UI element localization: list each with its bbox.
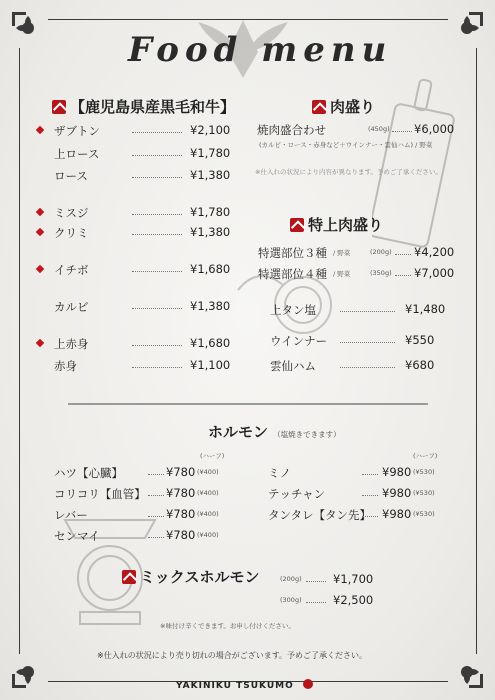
tokujo-item-name: 特選部位４種 [258,267,327,281]
section-divider [68,403,428,405]
leader-dots [132,308,182,309]
moriawase-heading [312,96,375,117]
moriawase-note: ※仕入れの状況により内容が異なります。予めご了承ください。 [255,168,442,176]
moriawase-item-name: 焼肉盛合わせ [257,123,326,137]
horumon-item-name: レバー [54,508,88,522]
leader-dots [132,367,182,368]
tokujo-item-veg: / 野菜 [333,249,351,257]
horumon-item-price: ¥780 [166,465,196,479]
horumon-item-name: ハツ【心臓】 [54,466,123,480]
horumon-item-name: ミノ [268,466,291,480]
menu-badge-icon [122,570,136,584]
brand-logo-icon [303,679,313,689]
moriawase-item-desc: (カルビ・ロース・赤身など＋ウインナー・雲仙ハム) / 野菜 [259,141,433,149]
horumon-item-price: ¥780 [166,486,196,500]
footer-note: ※仕入れの状況により売り切れの場合がございます。予めご了承ください。 [97,651,368,660]
leader-dots [340,342,395,343]
half-label-right: (ハーフ) [413,452,438,460]
tokujo-extra-price: ¥680 [405,358,435,372]
horumon-item-name: タンタレ【タン先】 [268,508,372,522]
page-title: Food menu [128,30,393,70]
wagyu-item-price: ¥1,380 [190,225,231,239]
frame-left [19,48,20,654]
tokujo-extra-price: ¥1,480 [405,302,446,316]
leader-dots [148,495,164,496]
moriawase-heading-text: 肉盛り [330,98,376,116]
horumon-item-half: (¥530) [413,468,435,476]
mix-row-price: ¥2,500 [333,593,374,607]
wagyu-item-name: 赤身 [54,359,77,373]
horumon-item-price: ¥980 [382,486,412,500]
corner-ornament-icon [8,8,48,48]
corner-ornament-icon [447,8,487,48]
menu-badge-icon [290,218,304,232]
leader-dots [132,177,182,178]
leader-dots [340,311,395,312]
tokujo-extra-name: 上タン塩 [270,303,316,317]
leader-dots [395,275,411,276]
wagyu-heading [52,96,235,117]
mix-row-price: ¥1,700 [333,572,374,586]
leader-dots [392,131,412,132]
wagyu-item-name: クリミ [54,226,89,240]
tokujo-item-weight: (350g) [370,269,392,277]
leader-dots [132,271,182,272]
horumon-item-price: ¥780 [166,507,196,521]
horumon-item-price: ¥980 [382,507,412,521]
moriawase-item-price: ¥6,000 [414,122,455,136]
mix-row-weight: (300g) [280,596,302,604]
leader-dots [148,516,164,517]
horumon-item-half: (¥400) [197,531,219,539]
horumon-item-half: (¥400) [197,489,219,497]
wagyu-item-price: ¥2,100 [190,123,231,137]
leader-dots [148,474,164,475]
half-label-left: (ハーフ) [200,452,225,460]
wagyu-item-name: ミスジ [54,206,89,220]
leader-dots [362,495,378,496]
mix-heading-text: ミックスホルモン [140,568,260,586]
leader-dots [132,234,182,235]
brand-footer [176,673,313,692]
leader-dots [362,474,378,475]
frame-right [476,48,477,654]
wagyu-item-name: カルビ [54,300,89,314]
mix-note: ※味付け辛くできます。お申し付けください。 [160,622,295,630]
wagyu-item-price: ¥1,680 [190,336,231,350]
menu-badge-icon [52,100,66,114]
brand-name: YAKINIKU TSUKUMO [176,681,294,691]
wagyu-item-name: イチボ [54,263,89,277]
wagyu-item-price: ¥1,380 [190,168,231,182]
corner-ornament-icon [447,652,487,692]
wagyu-item-name: ザブトン [54,124,100,138]
tokujo-item-name: 特選部位３種 [258,246,327,260]
moriawase-item-weight: (450g) [368,125,390,133]
wagyu-item-price: ¥1,100 [190,358,231,372]
tokujo-heading-text: 特上肉盛り [308,216,384,234]
horumon-subheading: （塩焼きできます） [273,430,341,439]
tokujo-heading [290,214,383,235]
tokujo-extra-name: ウインナー [270,334,328,348]
tokujo-extra-name: 雲仙ハム [270,359,316,373]
mix-heading [122,566,260,587]
tokujo-item-price: ¥4,200 [414,245,455,259]
tokujo-item-price: ¥7,000 [414,266,455,280]
mix-row-weight: (200g) [280,575,302,583]
leader-dots [132,214,182,215]
leader-dots [362,516,378,517]
leader-dots [132,155,182,156]
leader-dots [306,581,326,582]
horumon-item-half: (¥400) [197,468,219,476]
wagyu-item-price: ¥1,680 [190,262,231,276]
horumon-item-half: (¥530) [413,489,435,497]
wagyu-item-price: ¥1,380 [190,299,231,313]
horumon-heading [208,421,341,442]
cutting-board-illustration [372,78,457,248]
wagyu-item-name: 上赤身 [54,337,89,351]
leader-dots [306,602,326,603]
leader-dots [340,367,395,368]
wagyu-item-price: ¥1,780 [190,146,231,160]
wagyu-item-price: ¥1,780 [190,205,231,219]
corner-ornament-icon [8,652,48,692]
leader-dots [132,345,182,346]
horumon-heading-text: ホルモン [208,423,269,441]
horumon-item-name: テッチャン [268,487,326,501]
horumon-item-half: (¥530) [413,510,435,518]
menu-badge-icon [312,100,326,114]
tokujo-item-veg: / 野菜 [333,270,351,278]
horumon-item-price: ¥980 [382,465,412,479]
wagyu-heading-text: 【鹿児島県産黒毛和牛】 [70,98,236,116]
leader-dots [395,254,411,255]
wagyu-item-name: 上ロース [54,147,100,161]
leader-dots [132,132,182,133]
wagyu-item-name: ロース [54,169,88,183]
horumon-item-name: コリコリ【血管】 [54,487,146,501]
tokujo-item-weight: (200g) [370,248,392,256]
horumon-item-half: (¥400) [197,510,219,518]
leader-dots [148,537,164,538]
horumon-item-name: センマイ [54,529,100,543]
horumon-item-price: ¥780 [166,528,196,542]
tokujo-extra-price: ¥550 [405,333,435,347]
